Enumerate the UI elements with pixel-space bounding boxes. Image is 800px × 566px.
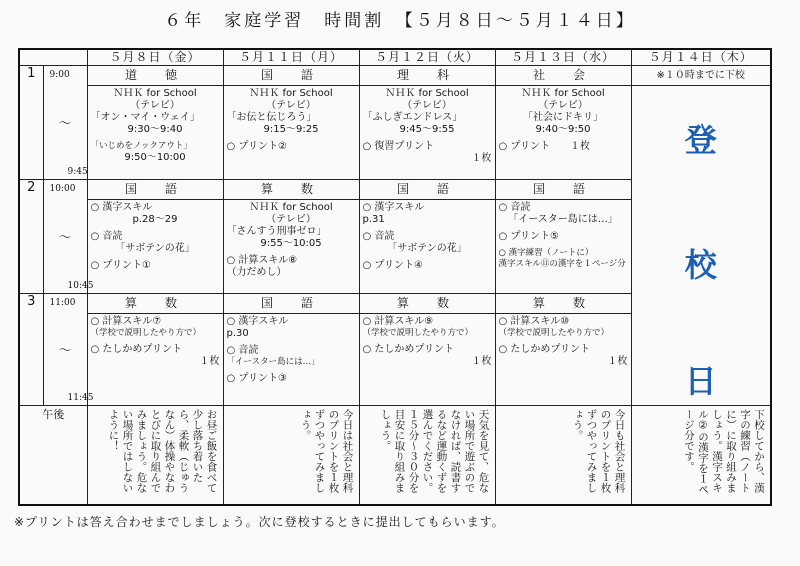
task-item: ○ たしかめプリント: [362, 343, 455, 355]
footer-note: ※プリントは答え合わせまでしましょう。次に登校するときに提出してもらいます。: [14, 515, 505, 529]
task-item: ○ 音読: [498, 201, 531, 213]
lesson-cell: [359, 179, 495, 293]
end-time: 10:45: [67, 280, 94, 291]
afternoon-note: 天気を見て、危ない場所で遊ぶのでなければ、読書するなど運動くずを選んでください。１５分～３０分を目安に取り組みましょう。: [379, 408, 490, 493]
task-count: １枚: [199, 355, 220, 367]
program-name: ＮＨＫ for School: [113, 87, 197, 99]
day-header: ５月８日（金）: [87, 49, 223, 65]
task-item: ○ 漢字練習（ノートに）: [498, 247, 594, 258]
program-title: 「いじめをノックアウト」: [90, 140, 192, 151]
task-item: ○ 漢字スキル: [90, 201, 153, 213]
task-item: ○ 漢字スキル: [226, 315, 289, 327]
end-time: 9:45: [67, 166, 88, 177]
program-name: ＮＨＫ for School: [249, 87, 333, 99]
subject-label: 算 数: [360, 294, 495, 314]
program-name: ＮＨＫ for School: [385, 87, 469, 99]
program-title: 「オン・マイ・ウェイ」: [90, 111, 200, 123]
program-title: 「ふしぎエンドレス」: [362, 111, 463, 123]
afternoon-note: 下校してから、漢字の練習（ノートに）に取り組みましょう。漢字スキル②の漢字を１ページ分です。: [683, 408, 765, 494]
afternoon-note: 今日は社会と理科のプリントを１枚ずつやってみましょう。: [299, 408, 354, 493]
day-header: ５月１２日（火）: [359, 49, 495, 65]
program-time: 9:15～9:25: [263, 123, 319, 135]
time-tilde: ～: [58, 343, 72, 359]
program-medium: （テレビ）: [266, 213, 316, 225]
task-item: ○ たしかめプリント: [90, 343, 183, 355]
afternoon-row: [19, 405, 771, 505]
afternoon-note: 今日も社会と理科のプリントを１枚ずつやってみましょう。: [571, 408, 626, 493]
task-detail: p.31: [362, 213, 385, 225]
subject-label: 道 徳: [88, 66, 223, 86]
period-row: [19, 65, 771, 179]
task-item: ○ 計算スキル⑩: [498, 315, 570, 327]
program-name: ＮＨＫ for School: [521, 87, 605, 99]
page-title: ６年 家庭学習 時間割 【５月８日～５月１４日】: [164, 11, 636, 31]
lesson-cell: [495, 179, 631, 293]
school-day-glyph: 校: [684, 245, 717, 284]
subject-label: 国 語: [360, 180, 495, 200]
day-header: ５月１４日（木）: [631, 49, 771, 65]
program-medium: （テレビ）: [538, 99, 588, 111]
lesson-cell: [359, 293, 495, 405]
task-item: ○ プリント⑤: [498, 230, 559, 242]
afternoon-note: お昼ご飯を食べて少し落ち着いたら、柔軟（じゅうなん）体操やなわとびに取り組んでみましょう。危ない場所ではしないように！: [107, 408, 218, 493]
start-time: 10:00: [49, 183, 76, 194]
task-item: ○ プリント②: [226, 140, 287, 152]
task-item: ○ 計算スキル⑧: [226, 254, 298, 266]
lesson-cell: [495, 65, 631, 179]
timetable: [18, 48, 772, 506]
subject-label: 国 語: [88, 180, 223, 200]
program-time: 9:55～10:05: [260, 237, 322, 249]
period-number: 1: [19, 65, 43, 179]
lesson-cell: [223, 65, 359, 179]
program-medium: （テレビ）: [130, 99, 180, 111]
program-time: 9:30～9:40: [127, 123, 183, 135]
end-time: 11:45: [67, 392, 94, 403]
task-detail: 「サボテンの花」: [387, 242, 467, 254]
school-day-glyph: 日: [684, 361, 717, 400]
program-name: ＮＨＫ for School: [249, 201, 333, 213]
task-count: １枚: [607, 355, 628, 367]
no-school-column: [631, 65, 771, 405]
task-detail: 漢字スキル⑪の漢字を１ページ分: [498, 258, 626, 269]
period-number: 2: [19, 179, 43, 293]
period-time: [43, 179, 94, 293]
period-number: 3: [19, 293, 43, 405]
task-item: ○ プリント④: [362, 259, 423, 271]
task-item: ○ 漢字スキル: [362, 201, 425, 213]
program-time: 9:45～9:55: [399, 123, 455, 135]
task-item: ○ 復習プリント: [362, 140, 435, 152]
task-item: ○ プリント １枚: [498, 140, 591, 152]
afternoon-cell: [495, 405, 631, 505]
lesson-cell: [495, 293, 631, 405]
afternoon-cell: [359, 405, 495, 505]
task-item: ○ たしかめプリント: [498, 343, 591, 355]
task-detail: p.30: [226, 327, 249, 339]
period-time: [43, 293, 94, 405]
task-detail: （学校で説明したやり方で）: [90, 327, 202, 338]
subject-label: 理 科: [360, 66, 495, 86]
subject-label: 国 語: [496, 180, 631, 200]
lesson-cell: [223, 293, 359, 405]
task-detail: p.28～29: [132, 213, 178, 225]
task-detail: （学校で説明したやり方で）: [498, 327, 610, 338]
lesson-cell: [87, 65, 223, 179]
program-title: 「お伝と伝じろう」: [226, 111, 317, 123]
task-item: ○ プリント①: [90, 259, 151, 271]
task-count: １枚: [471, 152, 492, 164]
lesson-cell: [87, 293, 223, 405]
task-item: ○ 音読: [362, 230, 395, 242]
corner-cell: [19, 49, 87, 65]
afternoon-cell: [87, 405, 223, 505]
program-medium: （テレビ）: [402, 99, 452, 111]
task-item: ○ プリント③: [226, 372, 287, 384]
school-day-glyph: 登: [684, 120, 717, 159]
task-item: ○ 計算スキル⑨: [362, 315, 434, 327]
time-tilde: ～: [58, 230, 72, 246]
task-item: ○ 音読: [226, 344, 259, 356]
day-header: ５月１３日（水）: [495, 49, 631, 65]
afternoon-label: 午後: [19, 405, 87, 505]
subject-label: 算 数: [88, 294, 223, 314]
lesson-cell: [223, 179, 359, 293]
time-tilde: ～: [58, 116, 72, 132]
task-detail: 「イースター島には…」: [226, 356, 320, 367]
program-time: 9:40～9:50: [535, 123, 591, 135]
program-title: 「さんすう刑事ゼロ」: [226, 225, 327, 237]
afternoon-cell: [631, 405, 771, 505]
subject-label: 算 数: [496, 294, 631, 314]
program-time: 9:50～10:00: [124, 151, 186, 163]
task-detail: （学校で説明したやり方で）: [362, 327, 474, 338]
task-detail: （力だめし）: [226, 266, 287, 278]
task-item: ○ 計算スキル⑦: [90, 315, 162, 327]
lesson-cell: [87, 179, 223, 293]
start-time: 9:00: [49, 69, 70, 80]
start-time: 11:00: [49, 297, 76, 308]
subject-label: 社 会: [496, 66, 631, 86]
dismissal-notice: ※１０時までに下校: [632, 66, 771, 86]
subject-label: 国 語: [224, 66, 359, 86]
afternoon-cell: [223, 405, 359, 505]
lesson-cell: [359, 65, 495, 179]
program-medium: （テレビ）: [266, 99, 316, 111]
task-detail: 「サボテンの花」: [115, 242, 195, 254]
subject-label: 国 語: [224, 294, 359, 314]
task-count: １枚: [471, 355, 492, 367]
program-title: 「社会にドキリ」: [523, 111, 603, 123]
day-header: ５月１１日（月）: [223, 49, 359, 65]
subject-label: 算 数: [224, 180, 359, 200]
task-item: ○ 音読: [90, 230, 123, 242]
task-detail: 「イースター島には…」: [508, 213, 618, 225]
period-time: [43, 65, 87, 179]
